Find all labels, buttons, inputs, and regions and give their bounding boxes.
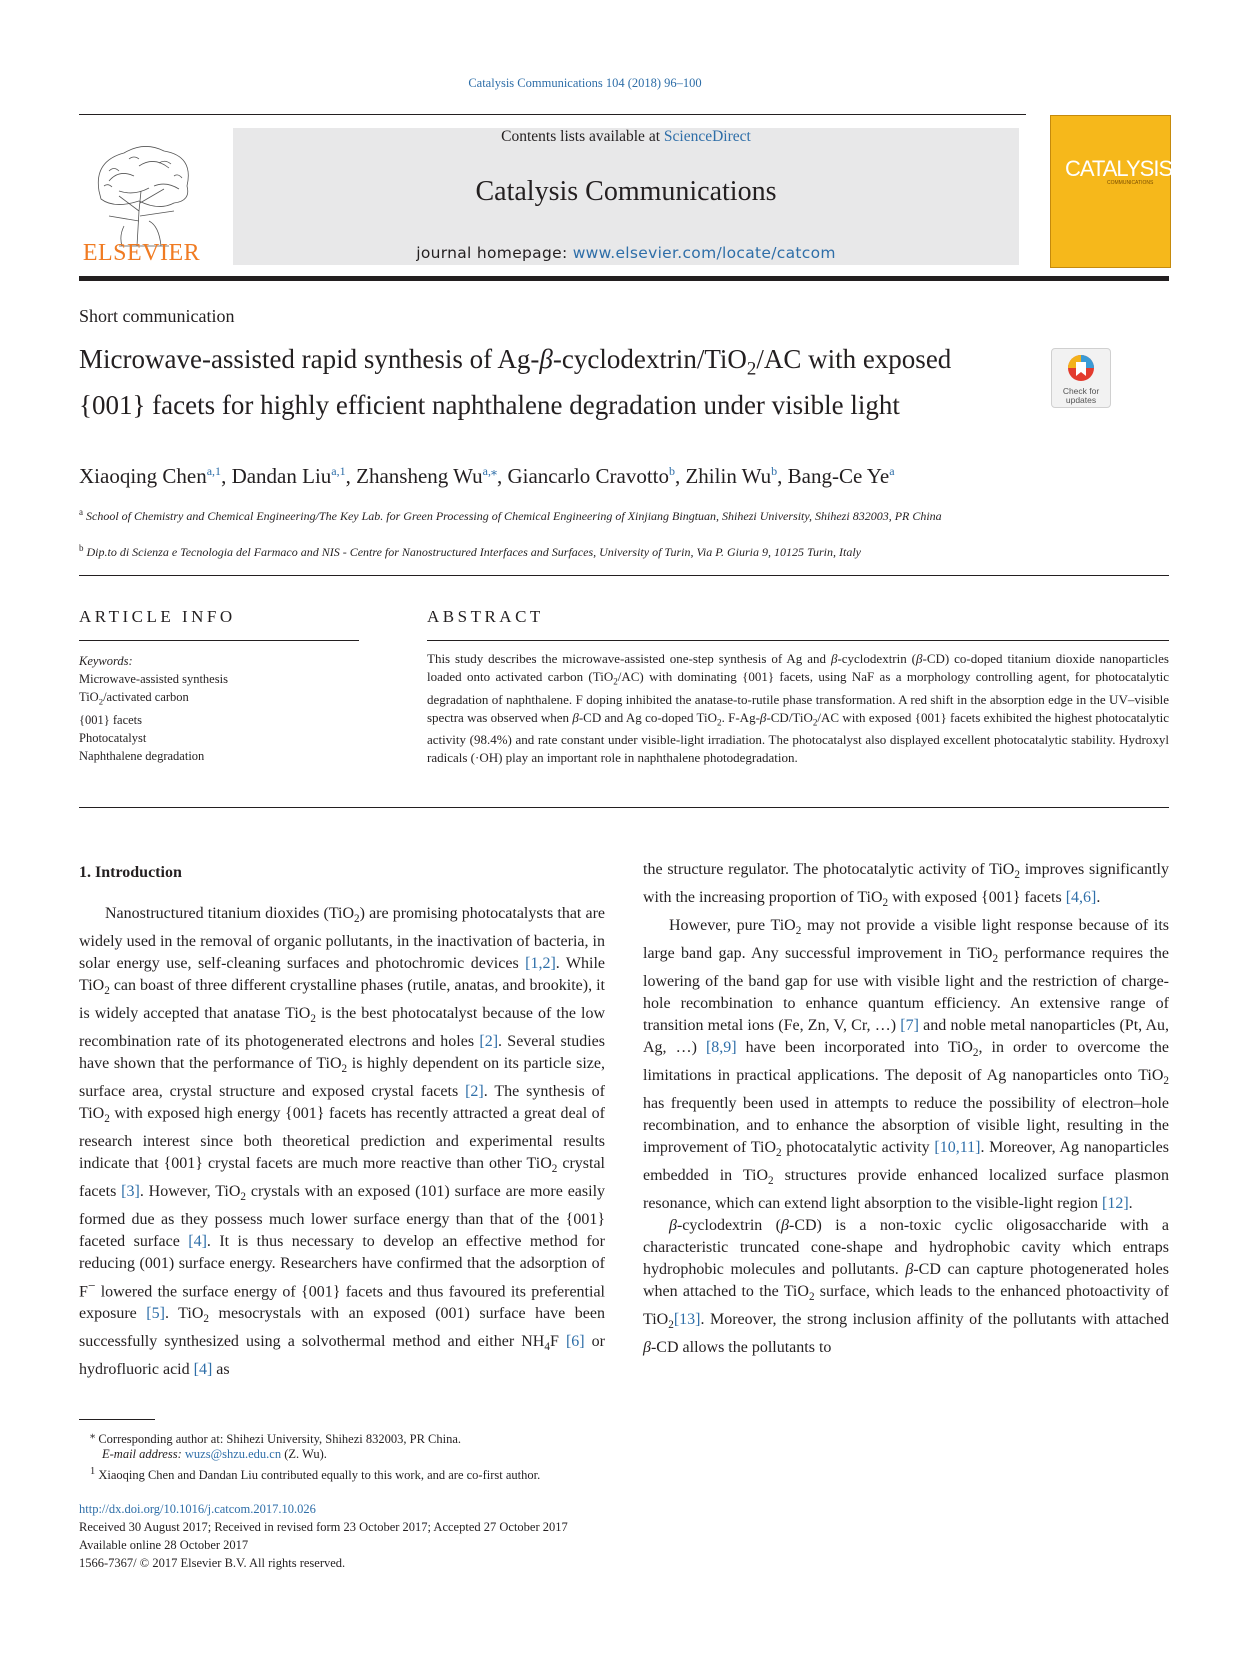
- reference-link[interactable]: [7]: [900, 1017, 919, 1035]
- intro-paragraph: However, pure TiO$_2$ may not provide a visible light response because of its large band gap. Any successful improvement in TiO$_2$ performance requires the lowering of the band gap for use with visible light and the restriction of charge-hole recombination to enhance quantum efficiency. An extensive range of transition metal ions (Fe, Zn, V, Cr, …) [7] and noble metal nanoparticles (Pt, Au, Ag, …) [8,9] have been incorporated into TiO$_2$, in order to overcome the limitations in practical applications. The deposit of Ag nanoparticles onto TiO$_2$ has frequently been used in attempts to reduce the possibility of electron–hole recombination, and to enhance the absorption of visible light, resulting in the improvement of TiO$_2$ photocatalytic activity [10,11]. Moreover, Ag nanoparticles embedded in TiO$_2$ structures provide enhanced localized surface plasmon resonance, which can extend light absorption to the visible-light region [12].: [643, 917, 1170, 1213]
- footnote-corresponding: ⁎ Corresponding author at: Shihezi University, Shihezi 832003, PR China.: [90, 1430, 462, 1447]
- keyword-item: Microwave-assisted synthesis: [79, 672, 228, 686]
- affiliation-rule: [79, 575, 1169, 576]
- contents-prefix: Contents lists available at: [501, 128, 664, 145]
- affiliation-a-text: School of Chemistry and Chemical Engineering/The Key Lab. for Green Processing of Chemical Engineering of Xinjiang Bingtuan, Shihezi University, Shihezi 832003, PR China: [86, 509, 942, 523]
- abstract-heading: ABSTRACT: [427, 607, 544, 626]
- crossmark-icon: [1052, 351, 1110, 387]
- cover-subtitle: COMMUNICATIONS: [1107, 180, 1154, 186]
- reference-link[interactable]: [4,6]: [1065, 889, 1097, 907]
- reference-link[interactable]: [4]: [193, 1361, 213, 1379]
- crossmark-label: Check for updates: [1062, 386, 1100, 405]
- reference-link[interactable]: [13]: [673, 1311, 701, 1328]
- keywords-label: Keywords:: [79, 654, 133, 668]
- check-for-updates-badge[interactable]: [1051, 348, 1111, 408]
- reference-link[interactable]: [8,9]: [705, 1039, 737, 1057]
- body-column-right: [643, 859, 1169, 1359]
- footnote-email: E-mail address: wuzs@shzu.edu.cn (Z. Wu).: [102, 1447, 327, 1461]
- article-footer: [79, 1500, 568, 1572]
- reference-link[interactable]: [3]: [121, 1183, 140, 1201]
- masthead-rule: [79, 276, 1169, 281]
- cover-title: CATALYSIS: [1065, 156, 1173, 181]
- abstract-text: This study describes the microwave-assisted one-step synthesis of Ag and β-cyclodextrin (β-CD) co-doped titanium dioxide nanoparticles loaded onto activated carbon (TiO$_2$/AC) with dominating {001} facets, using NaF as a morphology controlling agent, for photocatalytic degradation of naphthalene. F doping inhibited the anatase-to-rutile phase transformation. A red shift in the absorption edge in the UV–visible spectra was observed when β-CD and Ag co-doped TiO$_2$. F-Ag-β-CD/TiO$_2$/AC with exposed {001} facets exhibited the highest photocatalytic activity (98.4%) and rate constant under visible-light irradiation. The photocatalyst also displayed excellent photocatalytic stability. Hydroxyl radicals (·OH) play an important role in naphthalene photodegradation.: [427, 651, 1169, 766]
- intro-paragraph: β-cyclodextrin (β-CD) is a non-toxic cyclic oligosaccharide with a characteristic truncated cone-shape and hydrophobic cavity which entraps hydrophobic molecules and pollutants. β-CD can capture photogenerated holes when attached to the TiO$_2$ surface, which leads to the enhanced photoactivity of TiO$_2$[13]. Moreover, the strong inclusion affinity of the pollutants with attached β-CD allows the pollutants to: [643, 1217, 1169, 1357]
- keywords-block: [79, 652, 359, 765]
- intro-paragraph: Nanostructured titanium dioxides (TiO$_2$) are promising photocatalysts that are widely used in the removal of organic pollutants, in the inactivation of bacteria, in solar energy use, self-cleaning surfaces and photochromic devices [1,2]. While TiO$_2$ can boast of three different crystalline phases (rutile, anatas, and brookite), it is widely accepted that anatase TiO$_2$ is the best photocatalyst because of the low recombination rate of its photogenerated electrons and holes [2]. Several studies have shown that the performance of TiO$_2$ is highly dependent on its particle size, surface area, crystal structure and exposed crystal facets [2]. The synthesis of TiO$_2$ with exposed high energy {001} facets has recently attracted a great deal of research interest since both theoretical prediction and experimental results indicate that {001} crystal facets are much more reactive than other TiO$_2$ crystal facets [3]. However, TiO$_2$ crystals with an exposed (101) surface are more easily formed due as they possess much lower surface energy than that of the {001} faceted surface [4]. It is thus necessary to develop an effective method for reducing (001) surface energy. Researchers have confirmed that the adsorption of F− lowered the surface energy of {001} facets and thus favoured its preferential exposure [5]. TiO$_2$ mesocrystals with an exposed (001) surface have been successfully synthesized using a solvothermal method and either $NH_4F$ [6] or hydrofluoric acid [4] as: [79, 905, 606, 1379]
- journal-masthead: [233, 128, 1019, 265]
- reference-link[interactable]: [6]: [565, 1333, 585, 1351]
- journal-title: Catalysis Communications: [475, 176, 777, 207]
- reference-link[interactable]: wuzs@shzu.edu.cn: [184, 1447, 282, 1461]
- footnote-equal-contribution: $^1$ Xiaoqing Chen and Dandan Liu contributed equally to this work, and are co-first author.: [90, 1466, 541, 1483]
- journal-cover[interactable]: [1050, 115, 1171, 268]
- reference-link[interactable]: [2]: [479, 1033, 499, 1051]
- article-info-heading: ARTICLE INFO: [79, 607, 236, 626]
- keyword-item: Photocatalyst: [79, 730, 147, 745]
- author-list: Xiaoqing Chen$^{a,1}$, Dandan Liu$^{a,1}$, Zhansheng $Wu^{a,⁎}$, Giancarlo Cravotto$^b$, Zhilin Wu$^b$, Bang-Ce Ye$^a$: [79, 464, 895, 488]
- homepage-link[interactable]: www.elsevier.com/locate/catcom: [572, 244, 836, 262]
- reference-link[interactable]: [5]: [146, 1305, 165, 1323]
- keyword-item: TiO$_2$/activated carbon: [79, 690, 189, 707]
- article-info-rule: [79, 640, 359, 641]
- keyword-item: Naphthalene degradation: [79, 748, 205, 763]
- contents-line: [233, 128, 1019, 146]
- affiliation-a: $^a$ School of Chemistry and Chemical Engineering/The Key Lab. for Green Processing of Chemical Engineering of Xinjiang Bingtuan, Shihezi University, Shihezi 832003, PR China: [79, 507, 942, 523]
- homepage-prefix: journal homepage:: [416, 244, 573, 262]
- footnote-rule: [79, 1419, 155, 1420]
- sciencedirect-link[interactable]: ScienceDirect: [663, 128, 751, 145]
- reference-link[interactable]: [4]: [188, 1233, 207, 1251]
- reference-link[interactable]: [2]: [465, 1083, 484, 1101]
- journal-citation[interactable]: Catalysis Communications 104 (2018) 96–100: [468, 76, 702, 90]
- affiliation-b: $^b$ Dip.to di Scienza e Tecnologia del Farmaco and NIS - Centre for Nanostructured Interfaces and Surfaces, University of Turin, Via P. Giuria 9, 10125 Turin, Italy: [79, 543, 862, 559]
- abstract-bottom-rule: [79, 807, 1169, 808]
- intro-paragraph: the structure regulator. The photocatalytic activity of TiO$_2$ improves significantly with the increasing proportion of TiO$_2$ with exposed {001} facets [4,6].: [643, 861, 1169, 910]
- abstract-rule: [427, 640, 1169, 641]
- copyright: 1566-7367/ © 2017 Elsevier B.V. All rights reserved.: [79, 1556, 346, 1570]
- keyword-item: {001} facets: [79, 712, 143, 727]
- journal-homepage: [233, 244, 1019, 262]
- elsevier-wordmark: ELSEVIER: [82, 240, 201, 266]
- body-column-left: [79, 903, 605, 1381]
- header-rule: [79, 114, 1026, 115]
- article-type: Short communication: [79, 306, 235, 326]
- available-online: Available online 28 October 2017: [79, 1538, 249, 1552]
- section-heading-introduction: 1. Introduction: [79, 864, 182, 881]
- reference-link[interactable]: [1,2]: [525, 955, 556, 972]
- doi-link[interactable]: http://dx.doi.org/10.1016/j.catcom.2017.10.026: [79, 1502, 316, 1516]
- article-title: Microwave-assisted rapid synthesis of Ag-β-cyclodextrin/TiO$_2$/AC with exposed {001} facets for highly efficient naphthalene degradation under visible light: [79, 344, 952, 421]
- affiliation-b-text: Dip.to di Scienza e Tecnologia del Farmaco and NIS - Centre for Nanostructured Interfaces and Surfaces, University of Turin, Via P. Giuria 9, 10125 Turin, Italy: [86, 545, 862, 559]
- reference-link[interactable]: [10,11]: [934, 1139, 981, 1157]
- received-dates: Received 30 August 2017; Received in revised form 23 October 2017; Accepted 27 October 2017: [79, 1520, 568, 1534]
- reference-link[interactable]: [12]: [1102, 1195, 1129, 1213]
